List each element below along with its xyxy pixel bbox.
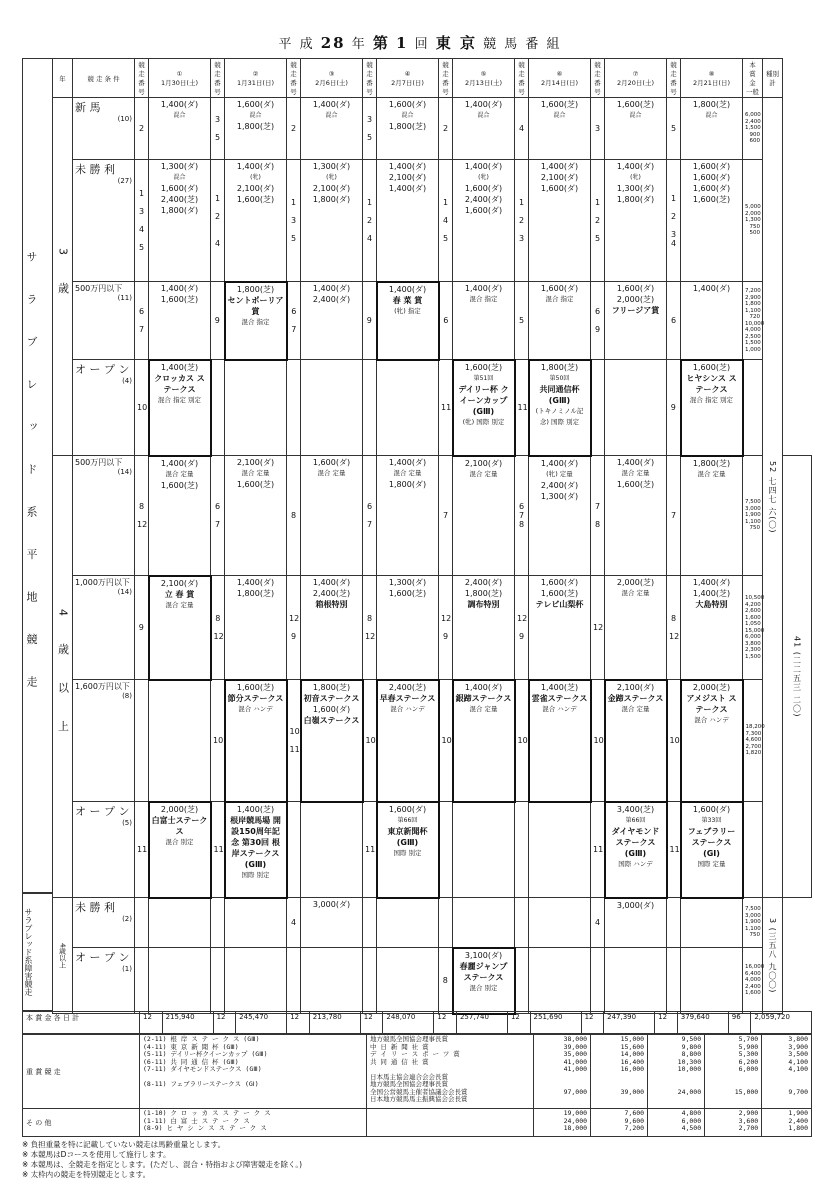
age-header: 年 bbox=[53, 59, 73, 98]
age-3: 3 歳 bbox=[53, 98, 73, 456]
row-500-4yo: 4 歳 以 上 500万円以下 (14) 8 12 1,400(ダ) 混合 定量 1,600(芝) 6 7 2,100(ダ) 混合 定量 1,600(芝) 8 1,600(ダ) 混合 定量 6 7 1,400(ダ) 混合 定量 1,800(ダ) 7 2,100(ダ) 混合 定量 6 7 8 1,400(ダ) (牝) 定量 2,400(ダ) 1,300(ダ) 7 8 1,400(ダ) 混合 定量 1,600(芝) 7 1,800(芝) 混合 定量 7,500 3,000 1,900 1,100 750 41 (二二五三 二〇) bbox=[53, 456, 812, 576]
cond-jump-open: オ ー プ ン (1) bbox=[73, 948, 135, 1014]
cond-500-3yo: 500万円以下 (11) bbox=[73, 282, 135, 360]
cond-500-4yo: 500万円以下 (14) bbox=[73, 456, 135, 576]
row-jump-open: オ ー プ ン (1) 8 3,100(ダ) 春麗ジャンプ ステークス 混合 別定 16,000 6,400 4,000 2,400 1,600 bbox=[53, 948, 812, 1014]
day-5-header: ⑤ 2月13日(土) bbox=[453, 59, 515, 98]
day-7-header: ⑦ 2月20日(土) bbox=[605, 59, 667, 98]
day-1-header: ① 1月30日(土) bbox=[149, 59, 211, 98]
row-500-3yo: 500万円以下 (11) 6 7 1,400(ダ) 1,600(芝) 9 1,800(芝) セントポーリア賞 混合 指定 6 7 1,400(ダ) 2,400(ダ) 9 1,400(ダ) 春 菜 賞 (牝) 指定 6 1,400(ダ) 混合 指定 5 1,600(ダ) 混合 指定 6 9 1,600(ダ) 2,000(芝) フリージア賞 6 1,400(ダ) 7,200 2,900 1,800 1,100 720 10,000 4,000 2,500 1,500 1,000 bbox=[53, 282, 812, 360]
jump-category-column: サラブレッド系障害競走 bbox=[22, 893, 52, 1011]
page-title: 平 成 28 年 第 1 回 東 京 競 馬 番 組 bbox=[278, 34, 562, 52]
day-6-header: ⑥ 2月14日(日) bbox=[529, 59, 591, 98]
stakes-table: 重 賞 競 走 (2-11) 根 岸 ス テ ー ク ス (GⅢ) (4-11) 東 京 新 聞 杯 (GⅢ) (5-11) デイリー杯クイーンカップ (GⅢ) (6-11) 共 同 通 信 杯 (GⅢ) (7-11) ダイヤモンドステークス (GⅢ) (8-11) フェブラリーステークス (GⅠ) 地方競馬全国協会理事長賞 中 日 新 聞 社 賞 デ イ リ ー ス ポ ー ツ 賞 共 同 通 信 社 賞 日本馬主協会連合会会長賞 地方競馬全国協会理事長賞 全国公営競馬主催者協議会会長賞 日本地方競馬馬主振興協会会長賞 38,000 39,000 35,000 41,000 41,000 97,000 15,000 15,600 14,000 16,400 16,000 39,000 9,500 9,800 8,800 10,300 10,000 24,000 5,700 5,900 5,300 6,200 6,000 15,000 3,800 3,900 3,500 4,100 4,100 9,700 そ の 他 (1-10) ク ロ ッ カ ス ス テ ー ク ス (1-11) 白 富 士 ス テ ー ク ス (8-9) ヒ ヤ シ ン ス ス テ ー ク ス 19,000 24,000 18,000 7,600 9,600 7,200 4,800 6,000 4,500 2,900 3,600 2,700 1,900 2,400 1,800 bbox=[22, 1034, 812, 1137]
row-open-4yo: オ ー プ ン (5) 11 2,000(芝) 白富士ステークス 混合 別定 11 1,400(芝) 根岸競馬場 開設150周年記念 第30回 根岸ステークス (GⅢ) 国際 別定 11 1,600(ダ) 第66回 東京新聞杯 (GⅢ) 国際 別定 11 3,400(芝) 第66回 ダイヤモンド ステークス (GⅢ) 国際 ハンデ 11 1,600(ダ) 第33回 フェブラリー ステークス (GⅠ) 国際 定量 bbox=[53, 802, 812, 898]
cond-1600: 1,600万円以下 (8) bbox=[73, 680, 135, 802]
total-header: 種別計 bbox=[763, 59, 783, 98]
row-misho: 未 勝 利 (27) 1 3 4 5 1,300(ダ) 混合 1,600(ダ) 2,400(芝) 1,800(ダ) 1 2 4 1,400(ダ) (牝) 2,100(ダ) 1,600(芝) 1 3 5 1,300(ダ) (牝) 2,100(ダ) 1,800(ダ) 1 2 4 1,400(ダ) 2,100(ダ) 1,400(ダ) 1 4 5 1,400(ダ) (牝) 1,600(ダ) 2,400(ダ) 1,600(ダ) 1 2 3 1,400(ダ) 2,100(ダ) 1,600(ダ) 1 2 5 1,400(ダ) (牝) 1,300(ダ) 1,800(ダ) 1 2 3 4 1,600(ダ) 1,600(ダ) 1,600(ダ) 1,600(芝) 5,000 2,000 1,300 750 500 bbox=[53, 160, 812, 282]
cond-1000: 1,000万円以下 (14) bbox=[73, 576, 135, 680]
day-3-header: ③ 2月6日(土) bbox=[301, 59, 363, 98]
race-program-table bbox=[52, 58, 812, 1015]
condition-header: 競 走 条 件 bbox=[73, 59, 135, 98]
header-row: 年 競 走 条 件 競走番号 ① 1月30日(土) 競走番号 ② 1月31日(日) 競走番号 ③ 2月6日(土) 競走番号 ④ 2月7日(日) 競走番号 ⑤ 2月13日(土) 競走番号 ⑥ 2月14日(日) 競走番号 ⑦ 2月20日(土) 競走番号 ⑧ 2月21日(日) 本 賞 金 一般 種別計 bbox=[53, 59, 812, 98]
row-shinba: 3 歳 新 馬 (10) 2 1,400(ダ) 混合 3 5 1,600(ダ) 混合 1,800(芝) 2 1,400(ダ) 混合 3 5 1,600(ダ) 混合 1,800(芝) 2 1,400(ダ) 混合 4 1,600(芝) 混合 3 1,600(芝) 混合 5 1,800(芝) 混合 6,000 2,400 1,500 900 600 52 七四七 六(〇) bbox=[53, 98, 812, 160]
day-2-header: ② 1月31日(日) bbox=[225, 59, 287, 98]
row-open-3yo: オ ー プ ン (4) 10 1,400(芝) クロッカス ステークス 混合 指定 別定 11 1,600(芝) 第51回 デイリー杯 クイーンカップ (GⅢ) (牝) 国際 別定 11 1,800(芝) 第50回 共同通信杯 (GⅢ) (トキノミノル記念) 国際 別定 9 1,600(芝) ヒヤシンス ステークス 混合 指定 別定 bbox=[53, 360, 812, 456]
age-4: 4 歳 以 上 bbox=[53, 456, 73, 898]
row-1600: 1,600万円以下 (8) 10 1,600(芝) 節分ステークス 混合 ハンデ 10 11 1,800(芝) 初音ステークス 1,600(ダ) 白嶺ステークス 10 2,400(芝) 早春ステークス 混合 ハンデ 10 1,400(ダ) 銀蹄ステークス 混合 定量 10 1,400(芝) 雲雀ステークス 混合 ハンデ 10 2,100(ダ) 金蹄ステークス 混合 定量 10 2,000(芝) アメジスト ステークス 混合 ハンデ 18,200 7,300 4,600 2,700 1,820 bbox=[53, 680, 812, 802]
age-jump: 4歳以上 bbox=[53, 898, 73, 1014]
cond-shinba: 新 馬 (10) bbox=[73, 98, 135, 160]
row-jump-misho: 4歳以上 未 勝 利 (2) 4 3,000(ダ) 4 3,000(ダ) 7,500 3,000 1,900 1,100 750 3 (三五八 九〇〇) bbox=[53, 898, 812, 948]
day-8-header: ⑧ 2月21日(日) bbox=[681, 59, 743, 98]
footnotes: ※ 負担重量を特に記載していない競走は馬齢重量とします。 ※ 本競馬はDコースを使用して施行します。 ※ 本競馬は、全競走を指定とします。(ただし、混合・特指および障害競走を除く。) ※ 太枠内の競走を特別競走とします。 bbox=[22, 1140, 303, 1179]
category-column: サ ラ ブ レ ッ ド 系 平 地 競 走 bbox=[22, 58, 52, 893]
daily-totals-row: 本 賞 金 各 日 計 12 215,940 12 245,470 12 213,780 12 248,070 12 257,740 12 251,690 12 247,390 12 379,640 96 2,059,720 bbox=[23, 1012, 812, 1034]
cond-open-3yo: オ ー プ ン (4) bbox=[73, 360, 135, 456]
row-1000: 1,000万円以下 (14) 9 2,100(ダ) 立 春 賞 混合 定量 8 12 1,400(ダ) 1,800(芝) 12 9 1,400(ダ) 2,400(芝) 箱根特別 8 12 1,300(ダ) 1,600(芝) 12 9 2,400(ダ) 1,800(芝) 調布特別 12 9 1,600(ダ) 1,600(芝) テレビ山梨杯 12 2,000(芝) 混合 定量 8 12 1,400(ダ) 1,400(芝) 大島特別 10,500 4,200 2,600 1,600 1,050 15,000 6,000 3,800 2,300 1,500 bbox=[53, 576, 812, 680]
cond-misho: 未 勝 利 (27) bbox=[73, 160, 135, 282]
cond-jump-misho: 未 勝 利 (2) bbox=[73, 898, 135, 948]
summary-table bbox=[22, 1011, 812, 1034]
day-4-header: ④ 2月7日(日) bbox=[377, 59, 439, 98]
cond-open-4yo: オ ー プ ン (5) bbox=[73, 802, 135, 898]
prize-header: 本 賞 金 一般 bbox=[743, 59, 763, 98]
